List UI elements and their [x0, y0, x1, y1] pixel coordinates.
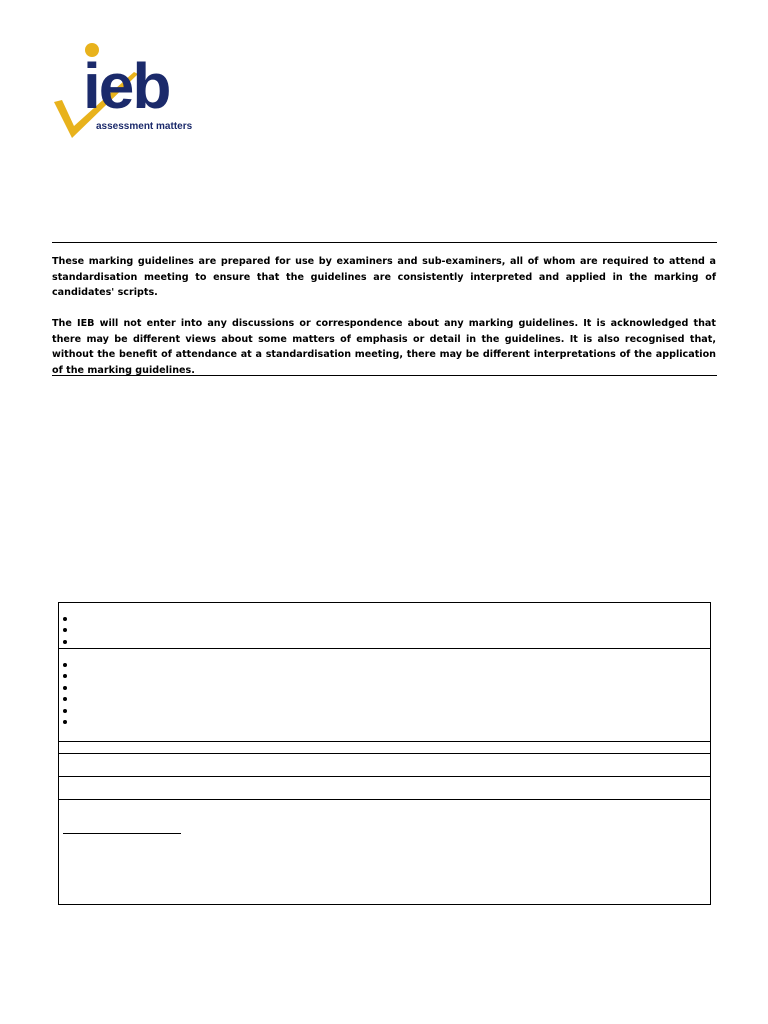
bullet-icon	[63, 709, 67, 713]
top-rule	[52, 242, 717, 243]
list-item	[61, 718, 67, 730]
list-item	[61, 626, 67, 638]
list-item	[61, 614, 67, 626]
content-table	[58, 602, 711, 905]
list-item	[61, 695, 67, 707]
list-item	[61, 660, 67, 672]
logo-wordmark: ieb	[83, 50, 170, 122]
bullet-icon	[63, 628, 67, 632]
bullet-icon	[63, 720, 67, 724]
list-item	[61, 672, 67, 684]
bullet-icon	[63, 640, 67, 644]
list-item	[61, 637, 67, 649]
table-section-5	[59, 777, 710, 800]
table-section-2	[59, 649, 710, 742]
bullet-icon	[63, 697, 67, 701]
notice-paragraph-2: The IEB will not enter into any discussions or correspondence about any marking guidelines. It is acknowledged that there may be different views about some matters of emphasis or detail in the guidelines. It is also recognised that, without the benefit of attendance at a standardisation meeting, there may be different interpretations of the application of the marking guidelines.	[52, 318, 716, 376]
logo-graphic	[50, 38, 210, 148]
bullet-icon	[63, 617, 67, 621]
list-item	[61, 706, 67, 718]
bullet-icon	[63, 674, 67, 678]
underline-rule	[63, 833, 181, 834]
bullet-icon	[63, 663, 67, 667]
list-item	[61, 683, 67, 695]
ieb-logo	[50, 38, 210, 148]
logo-tagline: assessment matters	[96, 121, 193, 132]
table-section-3	[59, 742, 710, 754]
notice-paragraph-1: These marking guidelines are prepared for use by examiners and sub-examiners, all of whom are required to attend a standardisation meeting to ensure that the guidelines are consistently interpreted and applied in the marking of candidates' scripts.	[52, 256, 716, 298]
bullet-icon	[63, 686, 67, 690]
bullet-list-2	[61, 660, 67, 729]
bottom-rule	[52, 375, 717, 376]
bullet-list-1	[61, 614, 67, 649]
table-section-1	[59, 603, 710, 649]
table-section-4	[59, 754, 710, 777]
